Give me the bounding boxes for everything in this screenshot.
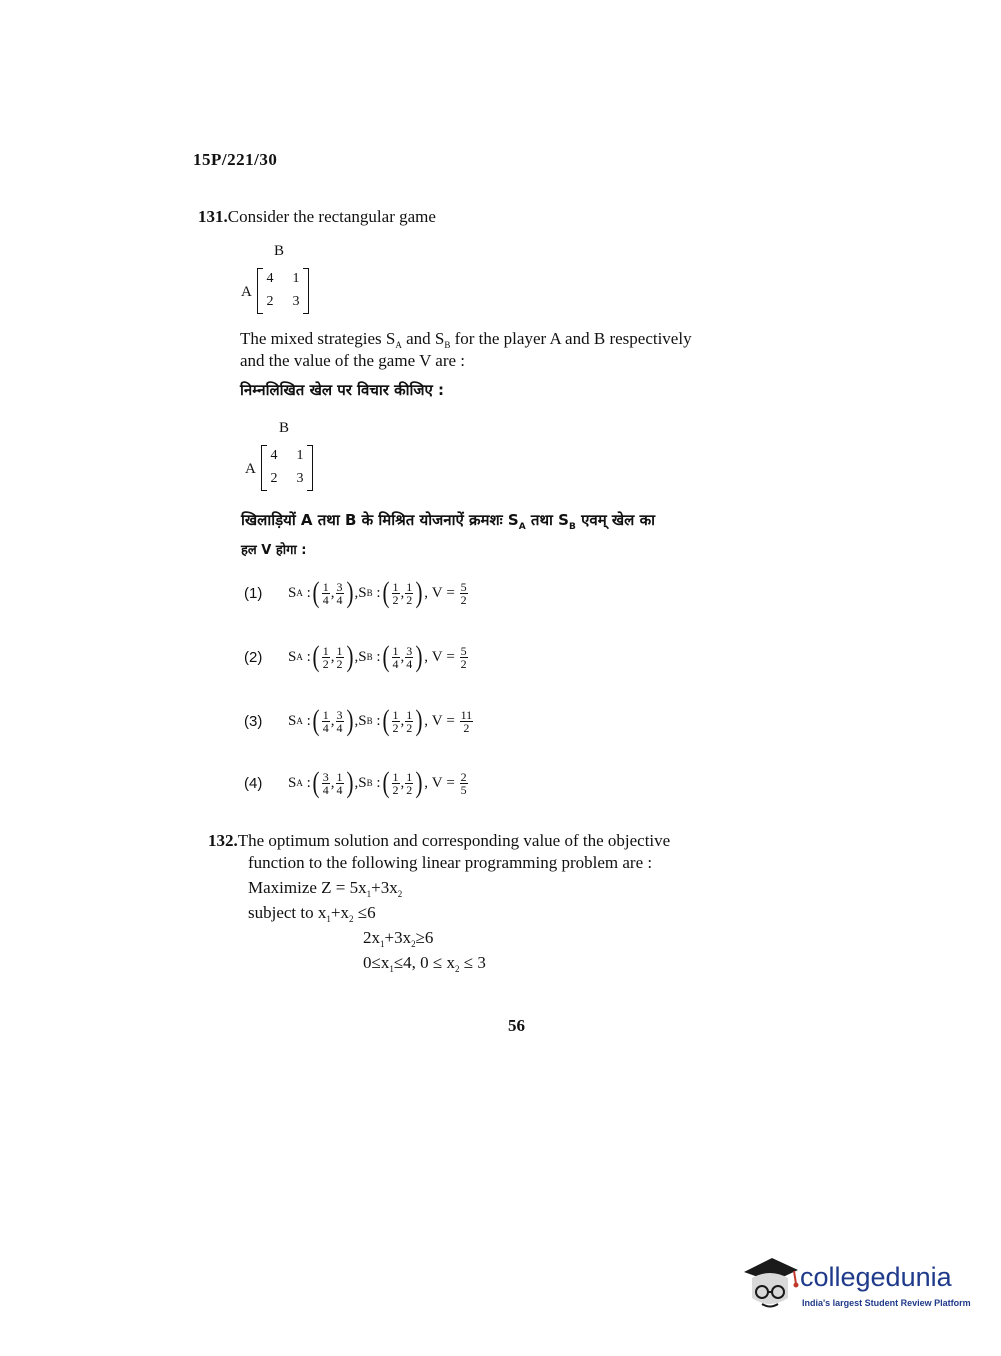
text: for the player A and B respectively: [450, 329, 692, 348]
v-label: V: [431, 712, 443, 729]
v-label: V: [431, 774, 443, 791]
num: 1: [392, 579, 399, 594]
den: 4: [322, 592, 329, 607]
matrix1-cell: 1: [292, 271, 300, 286]
paren: ): [415, 576, 423, 609]
sub: 2: [397, 889, 403, 899]
den: 2: [392, 782, 399, 797]
den: 4: [336, 720, 343, 735]
den: 4: [322, 782, 329, 797]
sa-sub: A: [296, 716, 303, 726]
logo-title: collegedunia: [800, 1262, 952, 1292]
den: 2: [392, 592, 399, 607]
text: subject to x: [248, 903, 327, 922]
paper-code: 15P/221/30: [193, 150, 278, 169]
sb-label: S: [358, 712, 367, 729]
frac: [405, 645, 413, 670]
q132-constraint1: [248, 902, 376, 930]
paren: (: [382, 576, 390, 609]
num: 1: [322, 579, 329, 594]
sub: 1: [380, 939, 385, 949]
matrix2: [261, 445, 313, 491]
text: 0≤x: [363, 953, 390, 972]
num: 3: [336, 579, 343, 594]
sub: B: [444, 340, 451, 350]
num: 5: [460, 579, 467, 594]
option-number: (3): [244, 712, 263, 730]
q131-hindi-line1: निम्नलिखित खेल पर विचार कीजिए :: [240, 381, 445, 399]
frac: [392, 709, 400, 734]
paren: ): [415, 640, 423, 673]
den: 4: [322, 720, 329, 735]
den: 2: [463, 720, 470, 735]
page-number: 56: [508, 1016, 525, 1035]
text: and S: [401, 329, 445, 348]
logo-tagline: India's largest Student Review Platform: [802, 1298, 971, 1308]
sa-sub: A: [296, 652, 303, 662]
sub: B: [568, 522, 576, 532]
q131-option[interactable]: (3) S A : ( $\frac{1}{4}$ , $\frac{3}{4}$ ) , S B : ( $\frac{1}{2}$ , $\frac{1}{2}$ ) , V = $\frac{11}{2}$: [244, 704, 473, 737]
text: ≤ 3: [459, 953, 486, 972]
sa-label: S: [288, 774, 297, 791]
matrix1: [257, 268, 309, 314]
text: +3x: [384, 928, 412, 947]
sa-sub: A: [296, 588, 303, 598]
sub: 2: [348, 914, 354, 924]
q132-number: 132.: [208, 831, 238, 850]
matrix1-col-label: B: [274, 243, 285, 259]
text: एवम् खेल का: [575, 511, 655, 529]
matrix2-cell: 4: [270, 448, 278, 463]
sub: 1: [326, 914, 331, 924]
q132-line2: function to the following linear programming problem are :: [248, 853, 653, 872]
text: खिलाड़ियों A तथा B के मिश्रित योजनाऐं क्रमशः S: [241, 511, 519, 529]
den: 5: [460, 782, 467, 797]
frac: [336, 581, 344, 606]
den: 2: [406, 592, 413, 607]
frac: [405, 709, 413, 734]
num: 11: [460, 707, 473, 722]
sb-label: S: [358, 584, 367, 601]
paren: (: [382, 766, 390, 799]
frac: [460, 771, 468, 796]
matrix1-cell: 4: [266, 271, 274, 286]
den: 2: [392, 720, 399, 735]
sb-sub: B: [366, 652, 373, 662]
text: ≥6: [415, 928, 434, 947]
mascot-icon: [742, 1254, 800, 1320]
paren: (: [382, 704, 390, 737]
num: 1: [406, 769, 413, 784]
paren: (: [312, 766, 320, 799]
matrix2-col-label: B: [279, 420, 290, 436]
frac: [405, 771, 413, 796]
frac: [336, 645, 344, 670]
paren: (: [312, 704, 320, 737]
text: Maximize Z = 5x: [248, 878, 367, 897]
q131-hindi-line2: [241, 510, 655, 532]
matrix1-row-label: A: [241, 284, 252, 300]
sub: A: [518, 522, 526, 532]
den: 4: [336, 782, 343, 797]
num: 2: [460, 769, 467, 784]
text: ≤6: [353, 903, 376, 922]
frac: [322, 581, 330, 606]
option-number: (1): [244, 584, 263, 602]
den: 4: [406, 656, 413, 671]
frac: [460, 581, 468, 606]
frac: [460, 645, 468, 670]
q132-line1: [208, 830, 670, 852]
sub: 1: [366, 889, 372, 899]
frac: [322, 771, 330, 796]
den: 4: [392, 656, 399, 671]
matrix2-cell: 1: [296, 448, 304, 463]
text: तथा S: [525, 511, 569, 529]
num: 1: [392, 769, 399, 784]
q131-english-line2: and the value of the game V are :: [240, 351, 466, 370]
text: +x: [330, 903, 349, 922]
frac: [392, 645, 400, 670]
frac: [336, 771, 344, 796]
collegedunia-logo[interactable]: [742, 1254, 972, 1324]
den: 2: [460, 592, 467, 607]
sb-sub: B: [366, 716, 373, 726]
matrix2-cell: 2: [270, 471, 278, 486]
num: 1: [336, 643, 343, 658]
frac: [392, 771, 400, 796]
paren: (: [312, 640, 320, 673]
num: 1: [336, 769, 343, 784]
frac: [405, 581, 413, 606]
sb-label: S: [358, 774, 367, 791]
sub: 1: [389, 964, 394, 974]
paren: ): [346, 704, 354, 737]
v-label: V: [431, 648, 443, 665]
matrix2-row-label: A: [245, 461, 256, 477]
q131-number: 131.: [198, 207, 228, 226]
text: ≤4, 0 ≤ x: [393, 953, 456, 972]
num: 3: [406, 643, 413, 658]
sb-sub: B: [366, 778, 373, 788]
q131-option[interactable]: (2) S A : ( $\frac{1}{2}$ , $\frac{1}{2}$ ) , S B : ( $\frac{1}{4}$ , $\frac{3}{4}$ ) , V = $\frac{5}{2}$: [244, 640, 467, 673]
sa-label: S: [288, 712, 297, 729]
den: 2: [406, 782, 413, 797]
sb-label: S: [358, 648, 367, 665]
v-label: V: [431, 584, 443, 601]
matrix1-cell: 3: [292, 294, 300, 309]
q132-constraint3: [363, 952, 486, 980]
den: 2: [460, 656, 467, 671]
num: 5: [460, 643, 467, 658]
sa-label: S: [288, 648, 297, 665]
sa-sub: A: [296, 778, 303, 788]
paren: ): [346, 640, 354, 673]
q131-option[interactable]: (1) S A : ( $\frac{1}{4}$ , $\frac{3}{4}$ ) , S B : ( $\frac{1}{2}$ , $\frac{1}{2}$ ) , V = $\frac{5}{2}$: [244, 576, 467, 609]
sub: A: [395, 340, 402, 350]
num: 3: [336, 707, 343, 722]
den: 2: [322, 656, 329, 671]
option-number: (4): [244, 774, 263, 792]
num: 1: [406, 579, 413, 594]
q131-title-text: Consider the rectangular game: [227, 207, 436, 226]
den: 2: [406, 720, 413, 735]
num: 1: [406, 707, 413, 722]
option-number: (2): [244, 648, 263, 666]
num: 1: [322, 643, 329, 658]
frac: [322, 645, 330, 670]
num: 1: [392, 707, 399, 722]
q131-option[interactable]: (4) S A : ( $\frac{3}{4}$ , $\frac{1}{4}$ ) , S B : ( $\frac{1}{2}$ , $\frac{1}{2}$ ) , V = $\frac{2}{5}$: [244, 766, 467, 799]
matrix1-cell: 2: [266, 294, 274, 309]
den: 2: [336, 656, 343, 671]
matrix2-cell: 3: [296, 471, 304, 486]
text: The mixed strategies S: [240, 329, 396, 348]
frac: [322, 709, 330, 734]
q131-hindi-line3: हल V होगा :: [241, 543, 307, 558]
text: 2x: [363, 928, 380, 947]
sub: 2: [411, 939, 416, 949]
q132-maximize: [248, 877, 402, 905]
sub: 2: [455, 964, 460, 974]
frac: [460, 709, 474, 734]
num: 3: [322, 769, 329, 784]
paren: ): [415, 766, 423, 799]
den: 4: [336, 592, 343, 607]
paren: ): [346, 576, 354, 609]
num: 1: [392, 643, 399, 658]
text: +3x: [371, 878, 398, 897]
paren: (: [382, 640, 390, 673]
frac: [336, 709, 344, 734]
sb-sub: B: [366, 588, 373, 598]
num: 1: [322, 707, 329, 722]
paren: (: [312, 576, 320, 609]
frac: [392, 581, 400, 606]
q131-title: [198, 206, 436, 228]
text: The optimum solution and corresponding value of the objective: [237, 831, 671, 850]
sa-label: S: [288, 584, 297, 601]
q132-constraint2: [363, 927, 433, 955]
paren: ): [415, 704, 423, 737]
paren: ): [346, 766, 354, 799]
